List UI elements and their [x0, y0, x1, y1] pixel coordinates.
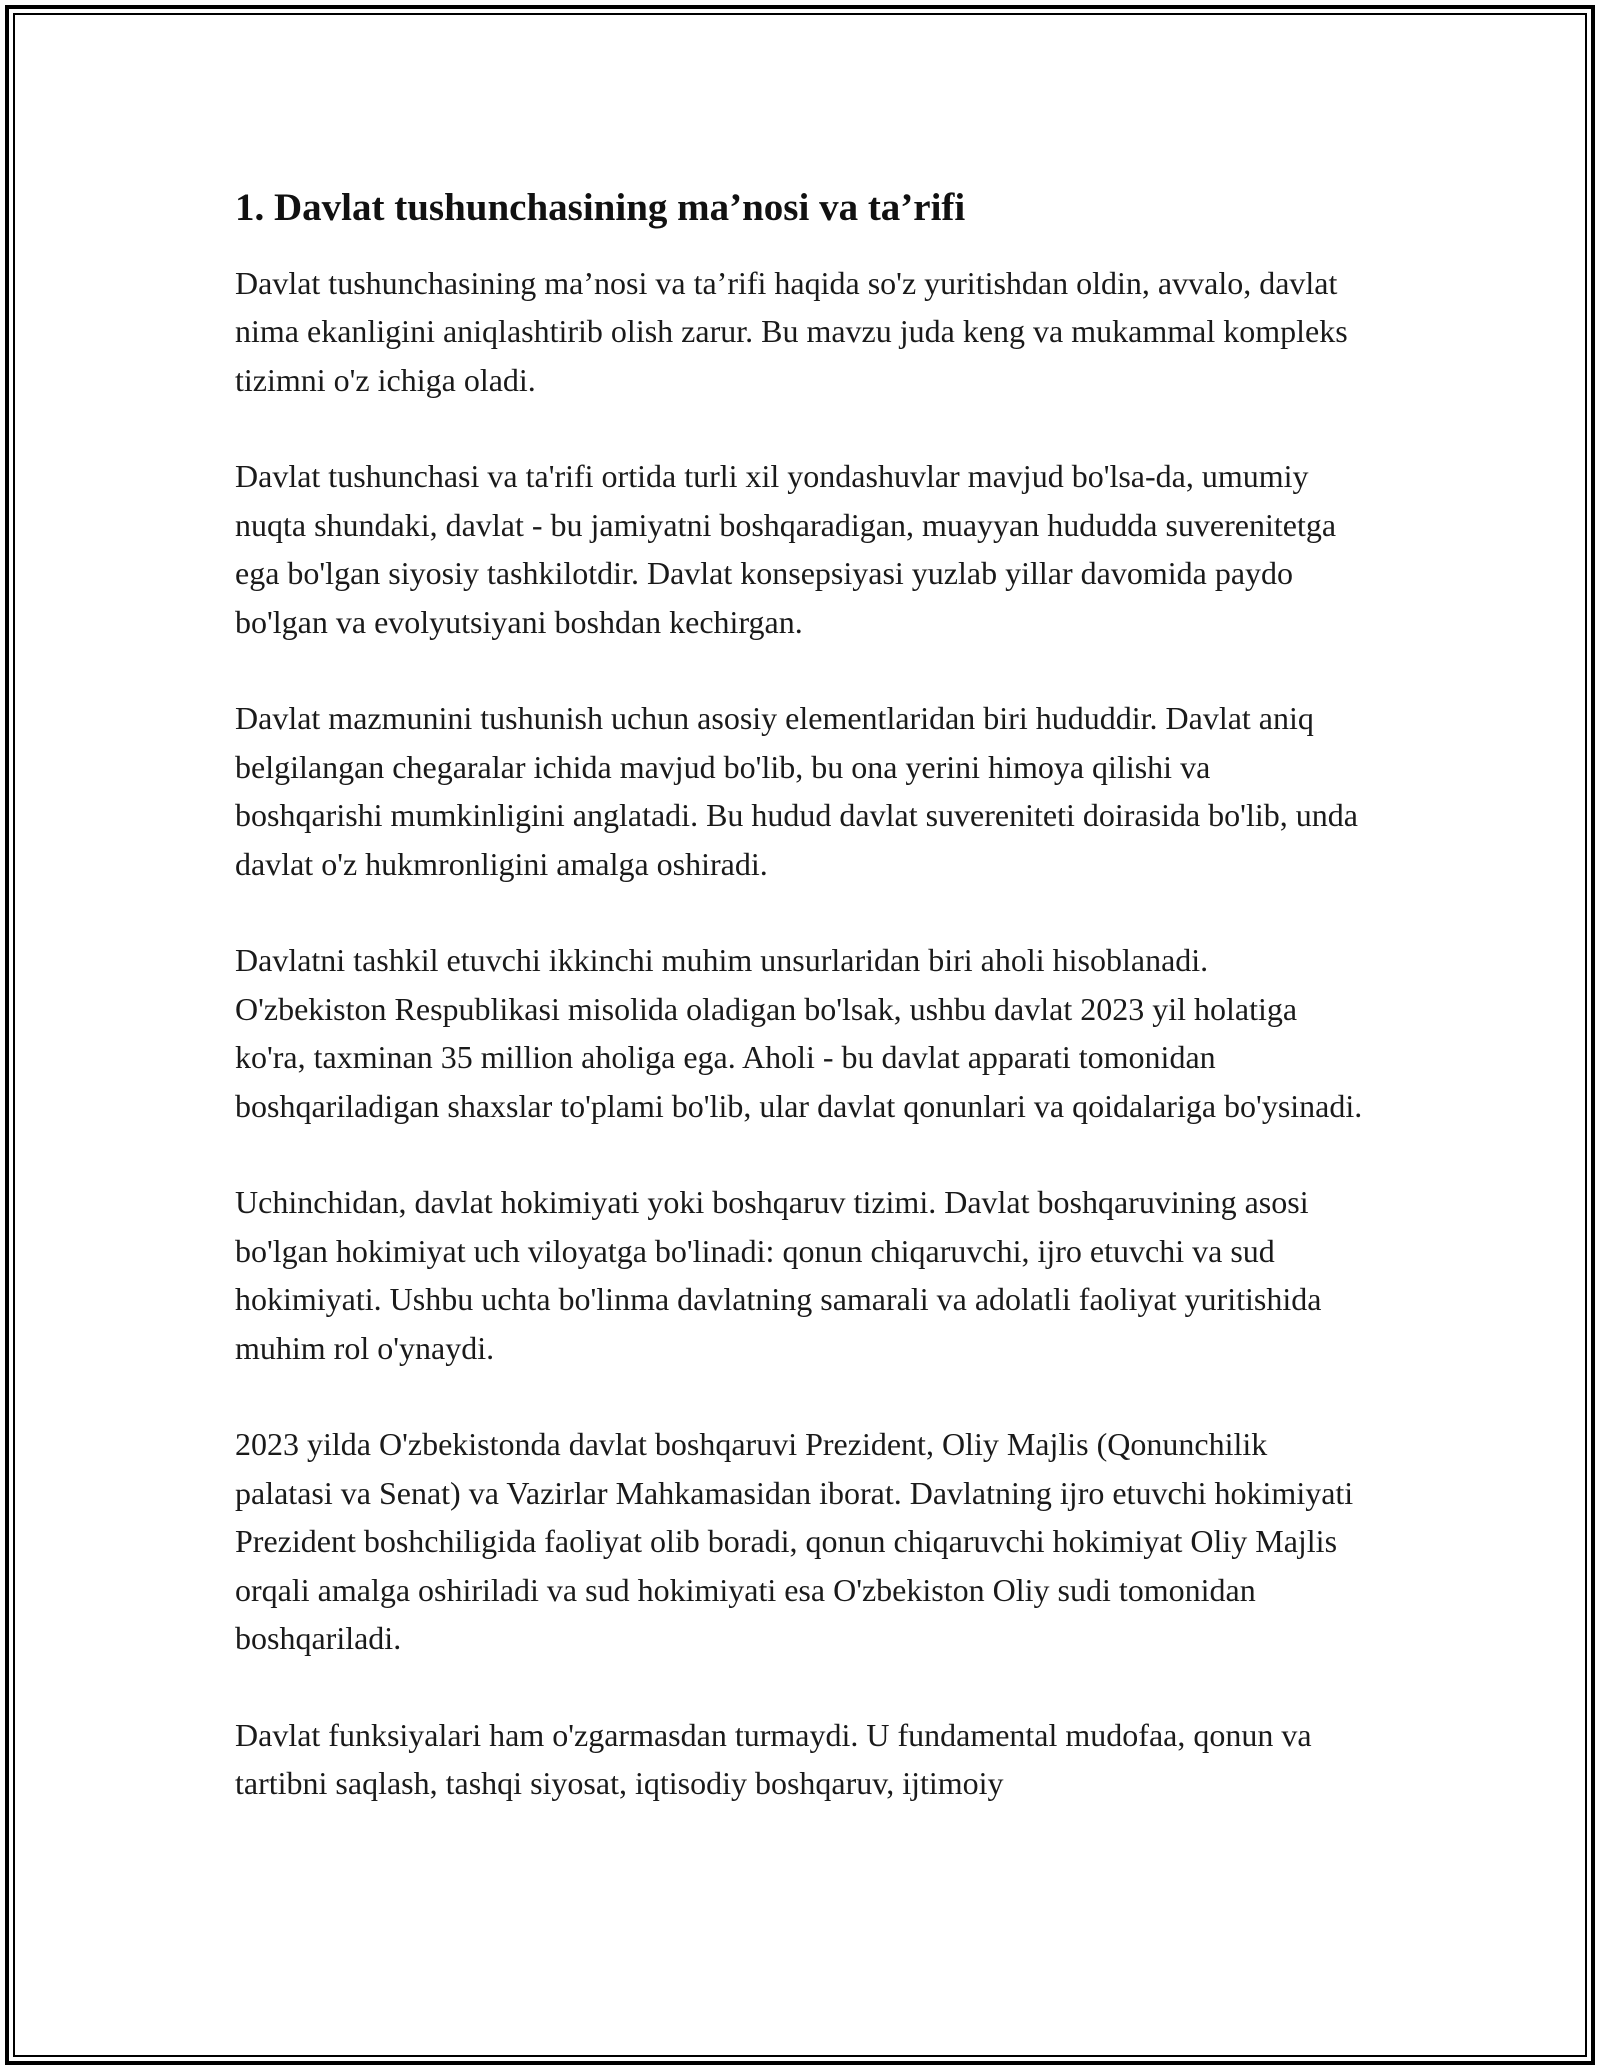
paragraph-territory: Davlat mazmunini tushunish uchun asosiy elementlaridan biri hududdir. Davlat aniq belgilangan chegaralar ichida mavjud bo'lib, bu ona yerini himoya qilishi va boshqarishi mumkinligini anglatadi. Bu hudud davlat suvereniteti doirasida bo'lib, unda davlat o'z hukmronligini amalga oshiradi. — [235, 700, 1358, 882]
paragraph-intro: Davlat tushunchasining ma’nosi va ta’rifi haqida so'z yuritishdan oldin, avvalo, davlat nima ekanligini aniqlashtirib olish zarur. Bu mavzu juda keng va mukammal kompleks tizimni o'z ichiga oladi. — [235, 264, 1348, 398]
section-heading: 1. Davlat tushunchasining ma’nosi va ta’rifi — [235, 186, 966, 229]
paragraph-uzbekistan-structure: 2023 yilda O'zbekistonda davlat boshqaruvi Prezident, Oliy Majlis (Qonunchilik palatasi va Senat) va Vazirlar Mahkamasidan iborat. Davlatning ijro etuvchi hokimiyati Prezident boshchiligida faoliyat olib boradi, qonun chiqaruvchi hokimiyat Oliy Majlis orqali amalga oshiriladi va sud hokimiyati esa O'zbekiston Oliy sudi tomonidan boshqariladi. — [235, 1426, 1354, 1657]
paragraph-definition: Davlat tushunchasi va ta'rifi ortida turli xil yondashuvlar mavjud bo'lsa-da, umumiy nuqta shundaki, davlat - bu jamiyatni boshqaradigan, muayyan hududda suverenitetga ega bo'lgan siyosiy tashkilotdir. Davlat konsepsiyasi yuzlab yillar davomida paydo bo'lgan va evolyutsiyani boshdan kechirgan. — [235, 458, 1337, 640]
document-body — [235, 184, 1365, 1856]
paragraph-population: Davlatni tashkil etuvchi ikkinchi muhim unsurlaridan biri aholi hisoblanadi. O'zbekiston Respublikasi misolida oladigan bo'lsak, ushbu davlat 2023 yil holatiga ko'ra, taxminan 35 million aholiga ega. Aholi - bu davlat apparati tomonidan boshqariladigan shaxslar to'plami bo'lib, ular davlat qonunlari va qoidalariga bo'ysinadi. — [235, 942, 1363, 1124]
paragraph-functions: Davlat funksiyalari ham o'zgarmasdan turmaydi. U fundamental mudofaa, qonun va tartibni saqlash, tashqi siyosat, iqtisodiy boshqaruv, ijtimoiy — [235, 1716, 1312, 1802]
paragraph-government: Uchinchidan, davlat hokimiyati yoki boshqaruv tizimi. Davlat boshqaruvining asosi bo'lgan hokimiyat uch viloyatga bo'linadi: qonun chiqaruvchi, ijro etuvchi va sud hokimiyati. Ushbu uchta bo'linma davlatning samarali va adolatli faoliyat yuritishida muhim rol o'ynaydi. — [235, 1184, 1322, 1366]
